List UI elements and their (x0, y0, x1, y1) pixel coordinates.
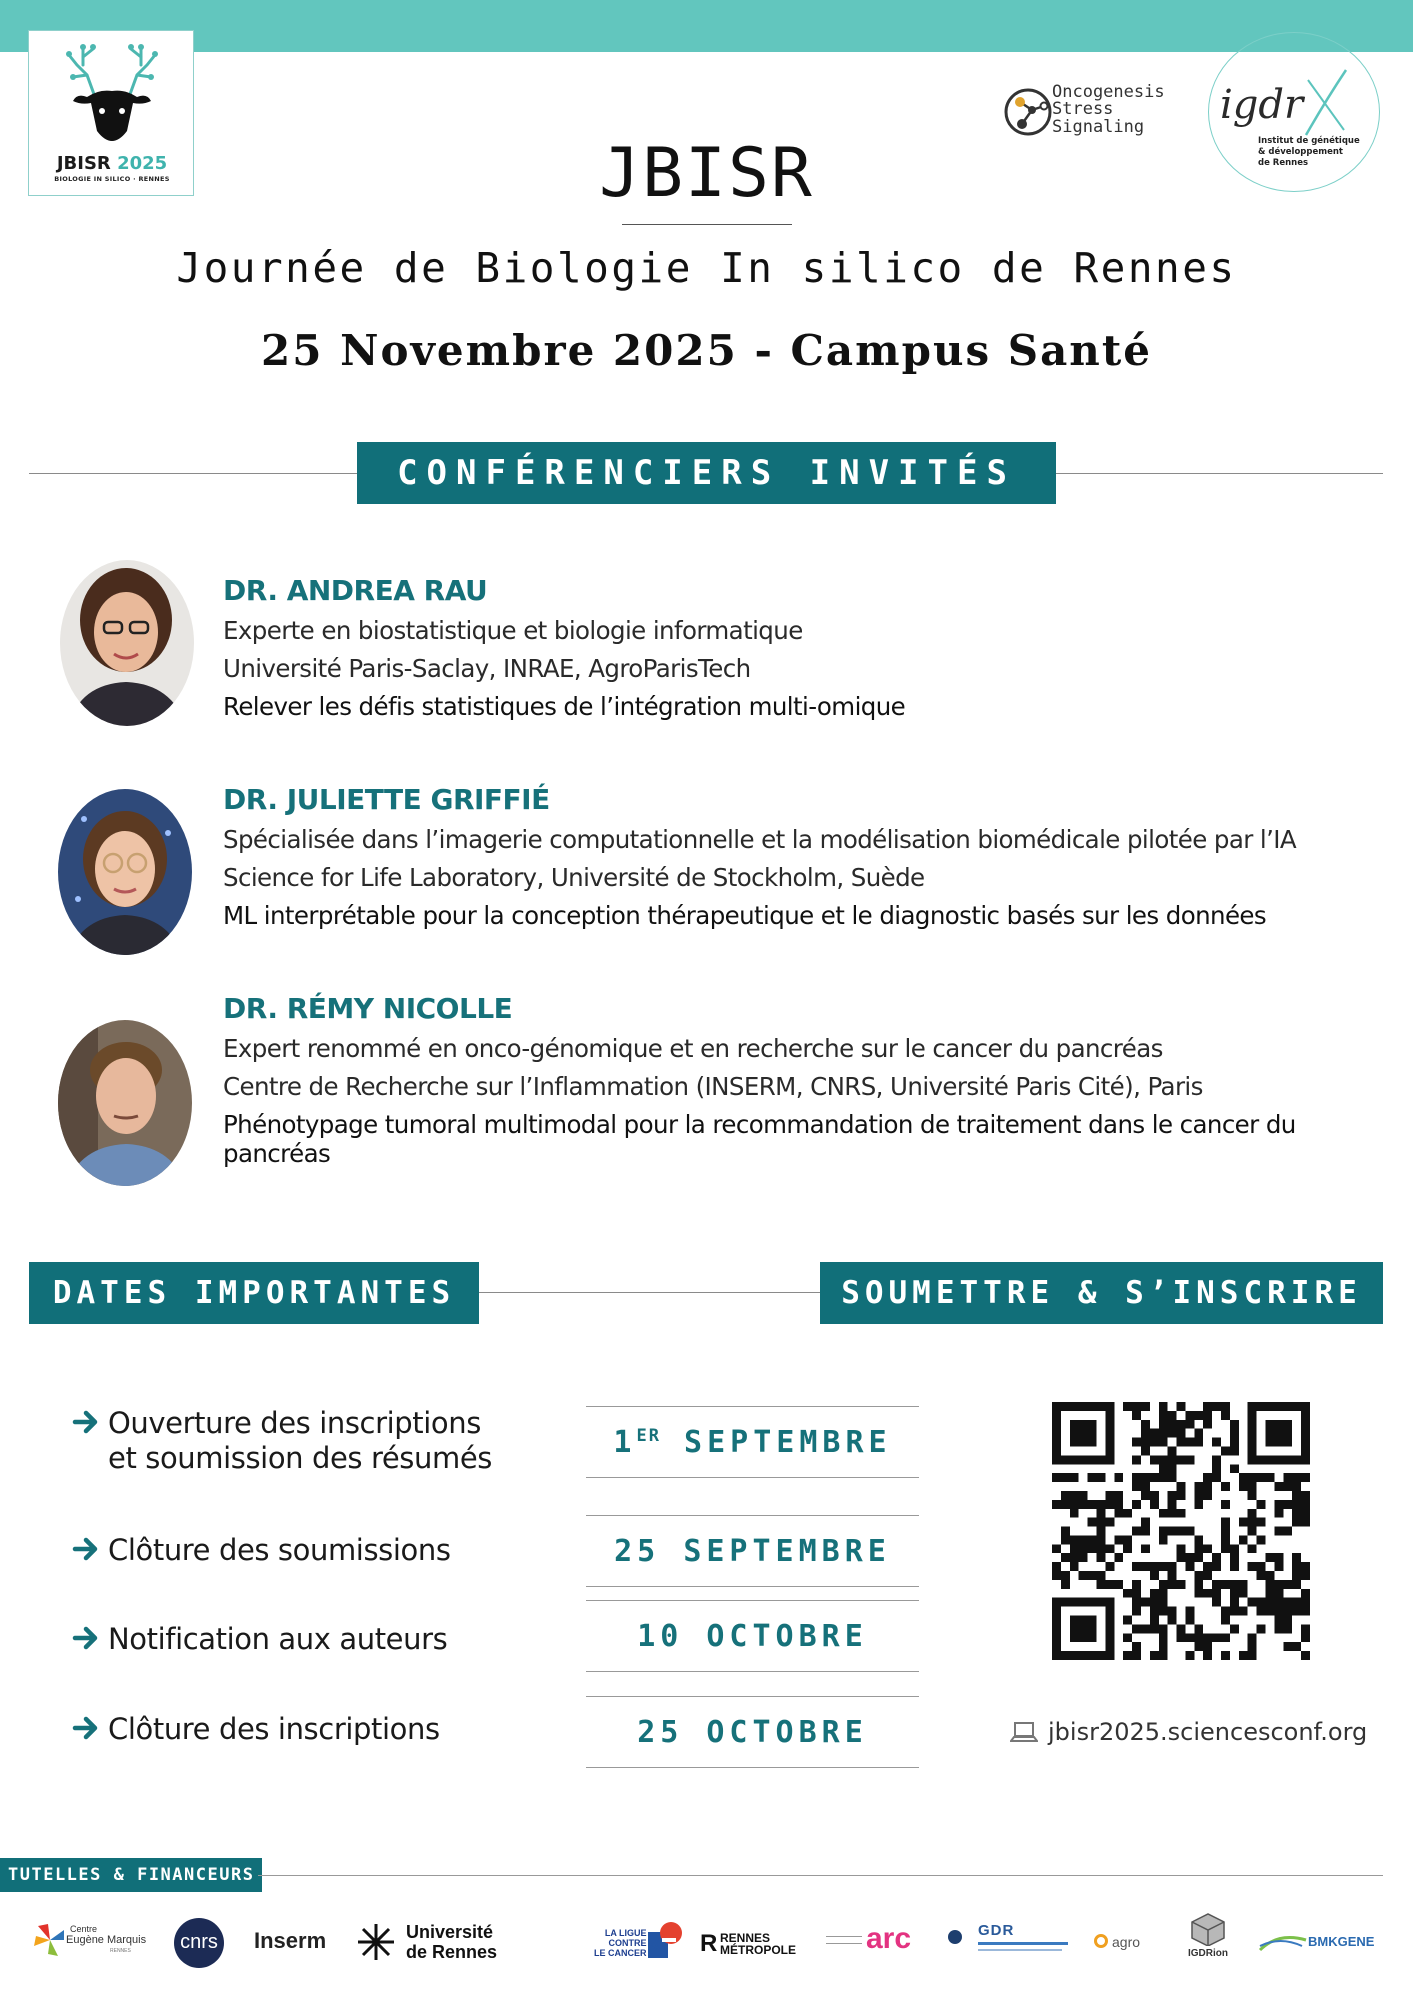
date-item-label: Clôture des inscriptions (108, 1712, 440, 1746)
funders-rule (258, 1875, 1383, 1876)
jbisr-logo-wordmark: JBISR 2025 (56, 153, 168, 174)
speaker-talk-title: Relever les défis statistiques de l’intégration multi-omique (223, 692, 906, 721)
logo-gdr: GDR (978, 1922, 1074, 1962)
speaker-talk-title: Phénotypage tumoral multimodal pour la recommandation de traitement dans le cancer du pancréas (223, 1110, 1296, 1168)
dna-helix-icon (1296, 60, 1356, 140)
speaker-photo-griffie (58, 789, 192, 955)
date-value-submission-close: 25 SEPTEMBRE (586, 1515, 919, 1587)
logo-inserm: Inserm (254, 1928, 327, 1953)
date-item-label: Notification aux auteurs (108, 1622, 448, 1656)
ligue-emblem-icon (646, 1920, 686, 1960)
pinwheel-icon (30, 1920, 70, 1960)
speakers-section-header: CONFÉRENCIERS INVITÉS (357, 442, 1056, 504)
website-url: jbisr2025.sciencesconf.org (1048, 1718, 1368, 1746)
oss-logo-line1: Oncogenesis (1052, 82, 1165, 102)
speaker-photo-nicolle (58, 1020, 192, 1186)
igdr-logo-name: igdr (1220, 82, 1304, 128)
university-star-icon (354, 1920, 398, 1964)
speaker-affiliation: Université Paris-Saclay, INRAE, AgroParisTech (223, 654, 751, 683)
registration-qr-code[interactable] (1052, 1402, 1310, 1660)
submit-section-header: SOUMETTRE & S’INSCRIRE (820, 1262, 1383, 1324)
logo-universite-rennes: Université de Rennes (354, 1918, 504, 1966)
speaker-talk-title: ML interprétable pour la conception thérapeutique et le diagnostic basés sur les données (223, 901, 1267, 930)
oss-logo-line2: Stress (1052, 99, 1114, 119)
title-divider (622, 224, 792, 225)
logo-centre-eugene-marquis: Centre Eugène Marquis RENNES (30, 1918, 142, 1964)
logo-bmkgene: BMKGENE (1258, 1928, 1386, 1958)
speaker-name: DR. RÉMY NICOLLE (223, 992, 513, 1025)
jbisr-logo-tagline: BIOLOGIE IN SILICO · RENNES (54, 175, 170, 183)
top-color-band (0, 0, 1413, 52)
logo-small-emblem (948, 1930, 962, 1944)
date-item-label: Ouverture des inscriptions (108, 1406, 481, 1440)
laptop-icon (1010, 1721, 1038, 1745)
logo-cnrs: cnrs (174, 1918, 224, 1968)
oss-logo-line3: Signaling (1052, 117, 1145, 137)
igdr-logo-subtitle: Institut de génétique & développement de Rennes (1258, 136, 1360, 168)
funders-section-header: TUTELLES & FINANCEURS (0, 1858, 262, 1892)
bmk-swoosh-icon (1258, 1932, 1308, 1954)
date-value-notification: 10 OCTOBRE (586, 1600, 919, 1672)
arrow-right-icon (72, 1623, 102, 1653)
speaker-photo-rau (60, 560, 194, 726)
logo-ligue-contre-cancer: LA LIGUE CONTRE LE CANCER (584, 1918, 688, 1964)
logo-rennes-metropole: R RENNES MÉTROPOLE (700, 1930, 797, 1957)
speaker-name: DR. ANDREA RAU (223, 574, 488, 607)
arrow-right-icon (72, 1407, 102, 1437)
arrow-right-icon (72, 1713, 102, 1743)
speaker-role: Expert renommé en onco-génomique et en recherche sur le cancer du pancréas (223, 1034, 1163, 1063)
speaker-affiliation: Science for Life Laboratory, Université de Stockholm, Suède (223, 863, 925, 892)
logo-institut-agro: agro (1094, 1926, 1154, 1962)
dates-section-header: DATES IMPORTANTES (29, 1262, 479, 1324)
sequencer-icon (1188, 1912, 1228, 1946)
date-item-label-line2: et soumission des résumés (108, 1441, 492, 1475)
speaker-affiliation: Centre de Recherche sur l’Inflammation (INSERM, CNRS, Université Paris Cité), Paris (223, 1072, 1203, 1101)
speaker-name: DR. JULIETTE GRIFFIÉ (223, 783, 550, 816)
page-title: JBISR (599, 134, 814, 213)
dates-section-rule (479, 1292, 820, 1293)
page-subtitle: Journée de Biologie In silico de Rennes (176, 244, 1237, 292)
arrow-right-icon (72, 1534, 102, 1564)
event-dateline: 25 Novembre 2025 - Campus Santé (261, 326, 1152, 375)
speaker-role: Spécialisée dans l’imagerie computationnelle et la modélisation biomédicale pilotée par l’IA (223, 825, 1297, 854)
date-item-label: Clôture des soumissions (108, 1533, 451, 1567)
logo-igdrion: IGDRion (1184, 1912, 1234, 1968)
logo-fondation-arc: arc (826, 1924, 926, 1960)
date-value-registration-close: 25 OCTOBRE (586, 1696, 919, 1768)
date-value-opening: 1 $^{ER}$ SEPTEMBRE (586, 1406, 919, 1478)
speaker-role: Experte en biostatistique et biologie informatique (223, 616, 803, 645)
